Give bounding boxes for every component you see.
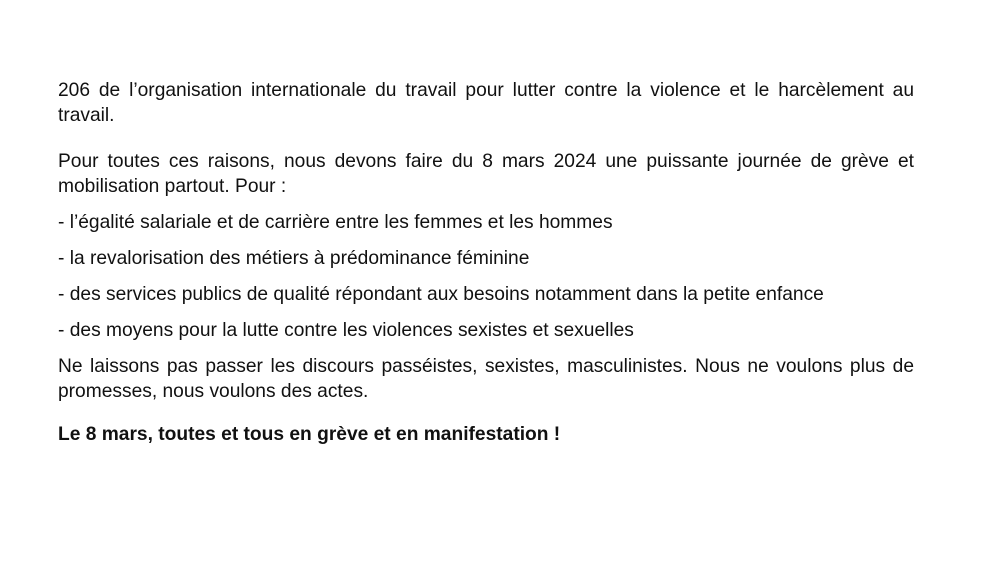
list-item: - des services publics de qualité répondant aux besoins notamment dans la petite enfance [58,284,824,305]
closing-paragraph: Ne laissons pas passer les discours passéistes, sexistes, masculinistes. Nous ne voulons plus de promesses, nous voulons des actes. [58,356,914,402]
demands-list [58,210,914,343]
intro-paragraph: 206 de l’organisation internationale du travail pour lutter contre la violence et le harcèlement au travail. [58,80,914,126]
document-page [58,78,914,447]
list-item: - la revalorisation des métiers à prédominance féminine [58,248,530,269]
reasons-paragraph: Pour toutes ces raisons, nous devons faire du 8 mars 2024 une puissante journée de grève et mobilisation partout. Pour : [58,151,914,197]
list-item: - des moyens pour la lutte contre les violences sexistes et sexuelles [58,320,634,341]
slogan: Le 8 mars, toutes et tous en grève et en manifestation ! [58,424,561,445]
list-item: - l’égalité salariale et de carrière entre les femmes et les hommes [58,212,613,233]
